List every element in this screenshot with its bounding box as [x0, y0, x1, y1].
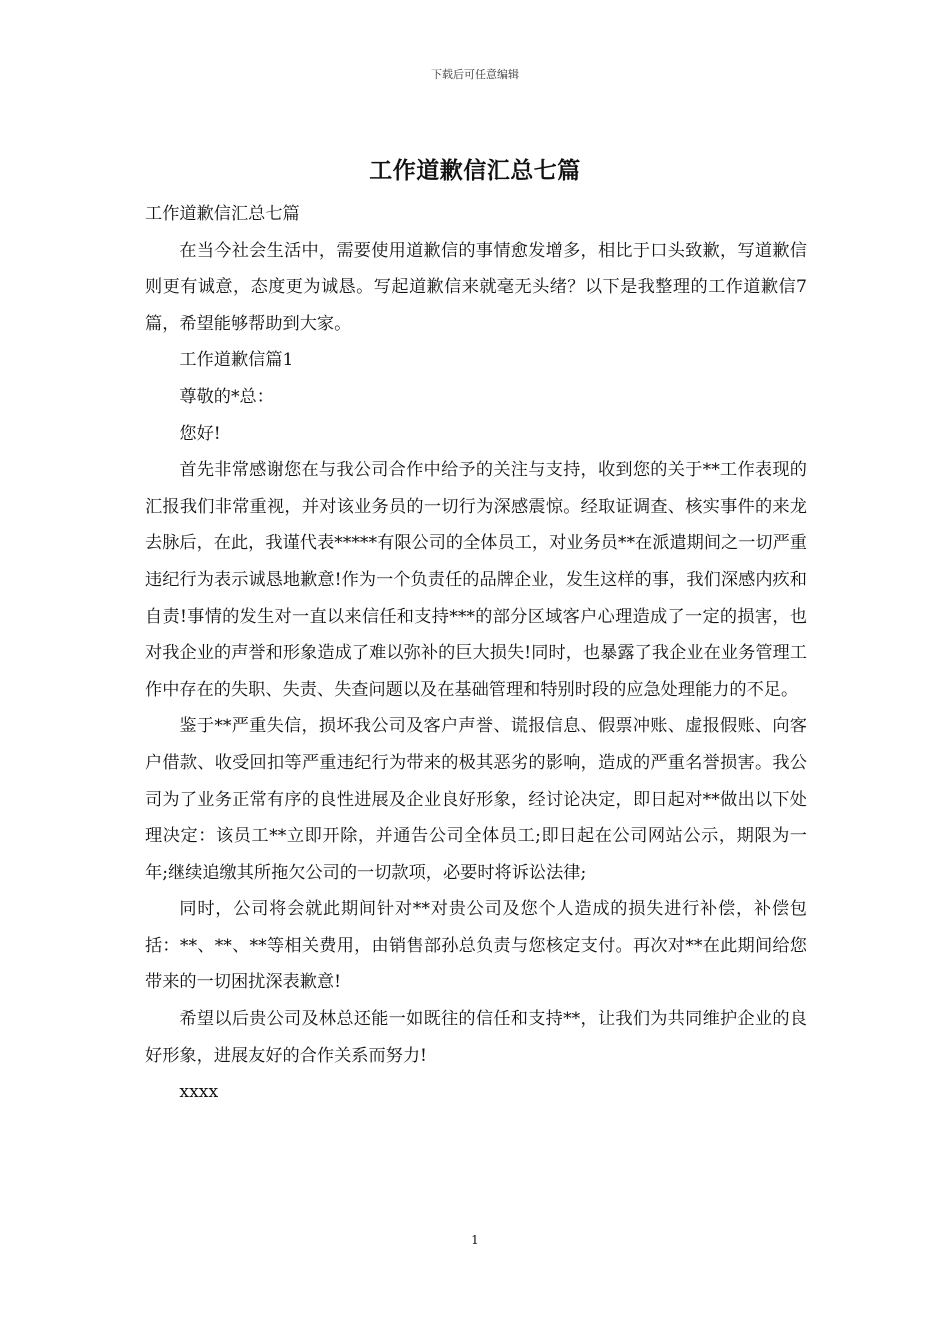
- document-title: 工作道歉信汇总七篇: [369, 157, 581, 184]
- paragraph-body: 首先非常感谢您在与我公司合作中给予的关注与支持，收到您的关于**工作表现的汇报我们非常重视，并对该业务员的一切行为深感震惊。经取证调查、核实事件的来龙去脉后，在此，我谨代表*****有限公司的全体员工，对业务员**在派遣期间之一切严重违纪行为表示诚恳地歉意!作为一个负责任的品牌企业，发生这样的事，我们深感内疚和自责!事情的发生对一直以来信任和支持***的部分区域客户心理造成了一定的损害，也对我企业的声誉和形象造成了难以弥补的巨大损失!同时，也暴露了我企业在业务管理工作中存在的失职、失责、失查问题以及在基础管理和特别时段的应急处理能力的不足。: [145, 460, 807, 700]
- salutation: 尊敬的*总：: [179, 386, 274, 407]
- paragraph-body: 鉴于**严重失信，损坏我公司及客户声誉、谎报信息、假票冲账、虚报假账、向客户借款、收受回扣等严重违纪行为带来的极其恶劣的影响，造成的严重名誉损害。我公司为了业务正常有序的良性进展及企业良好形象，经讨论决定，即日起对**做出以下处理决定：该员工**立即开除，并通告公司全体员工;即日起在公司网站公示，期限为一年;继续追缴其所拖欠公司的一切款项，必要时将诉讼法律;: [145, 716, 807, 883]
- page-number: 1: [471, 1233, 479, 1247]
- section-heading: 工作道歉信篇1: [179, 350, 294, 371]
- signature: xxxx: [179, 1082, 219, 1103]
- greeting: 您好!: [179, 423, 221, 444]
- paragraph-subtitle: 工作道歉信汇总七篇: [145, 204, 300, 224]
- paragraph-closing: 希望以后贵公司及林总还能一如既往的信任和支持**，让我们为共同维护企业的良好形象，进展友好的合作关系而努力!: [145, 1009, 807, 1066]
- header-note: 下载后可任意编辑: [431, 68, 519, 81]
- document-body: [145, 196, 807, 1111]
- paragraph-body: 同时，公司将会就此期间针对**对贵公司及您个人造成的损失进行补偿，补偿包括：**、**、**等相关费用，由销售部孙总负责与您核定支付。再次对**在此期间给您带来的一切困扰深表歉意!: [145, 899, 807, 993]
- paragraph-intro: 在当今社会生活中，需要使用道歉信的事情愈发增多，相比于口头致歉，写道歉信则更有诚意，态度更为诚恳。写起道歉信来就毫无头绪？以下是我整理的工作道歉信7篇，希望能够帮助到大家。: [145, 240, 807, 334]
